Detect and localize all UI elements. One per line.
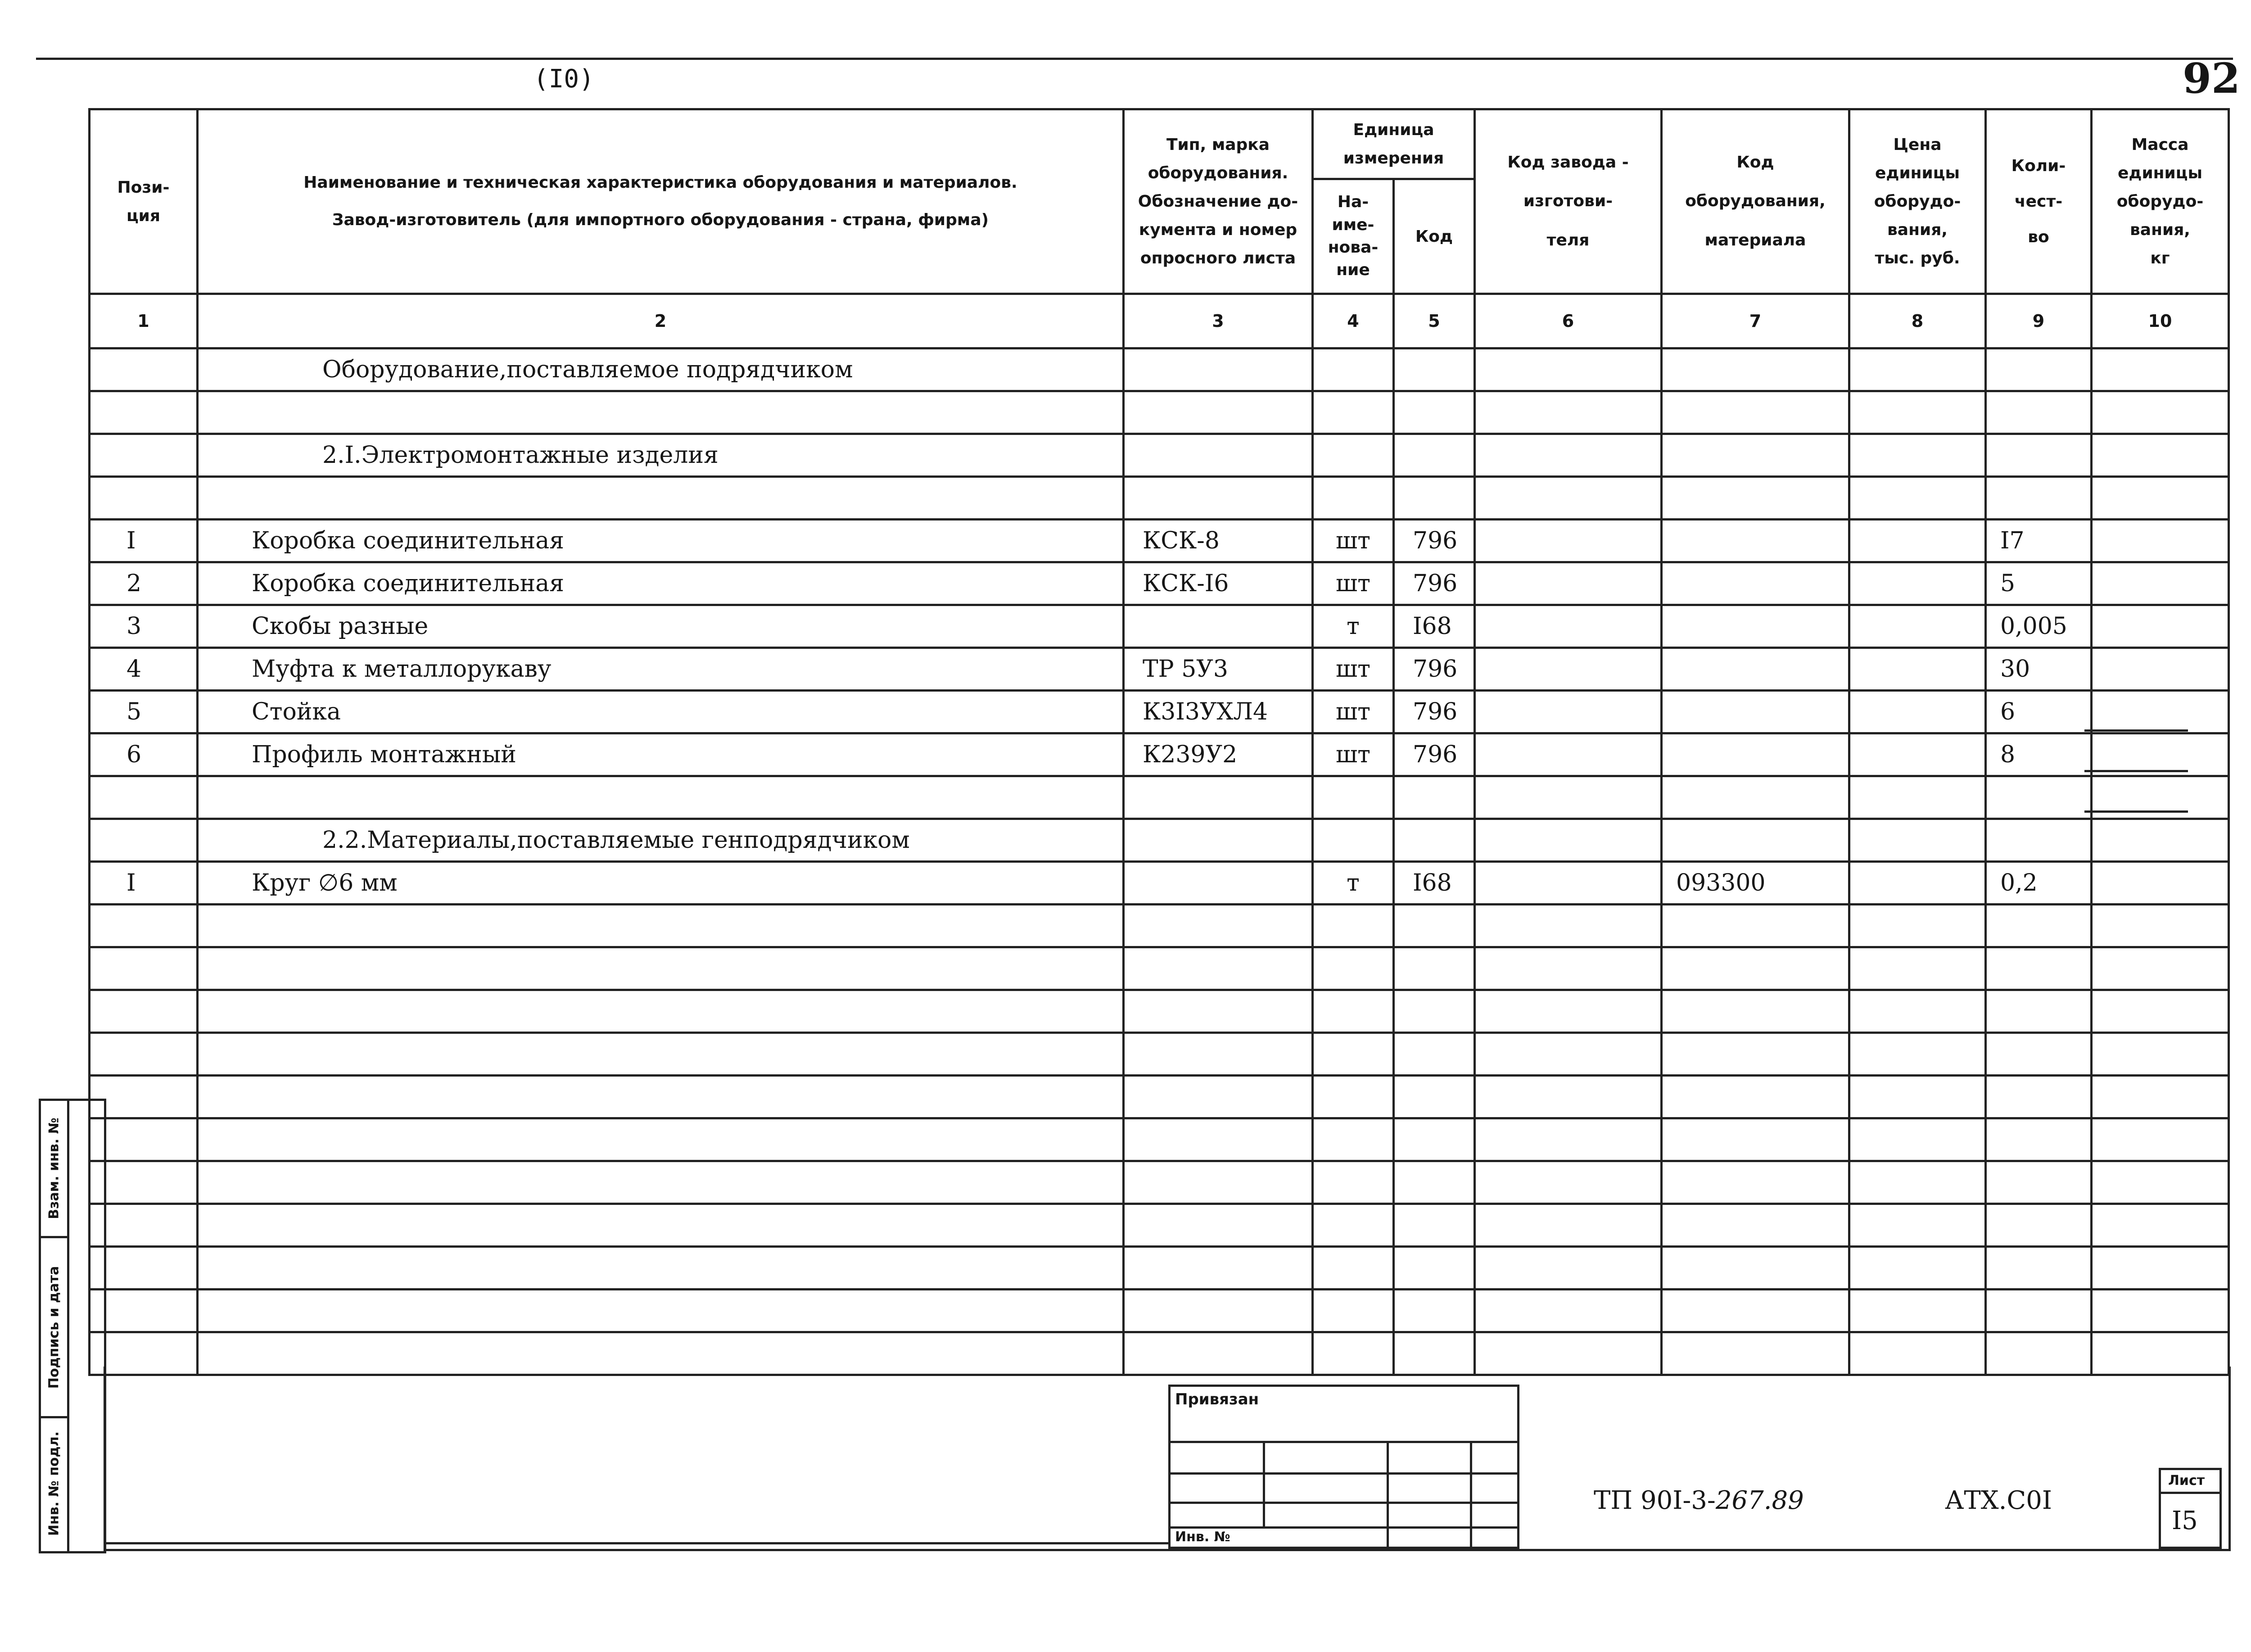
header-name: Наименование и техническая характеристика оборудования и материалов. Завод-изготовитель (для импортного оборудования - страна, фирма) <box>198 109 1124 294</box>
unit-cell <box>1313 1076 1394 1118</box>
quantity-cell <box>1986 819 2092 862</box>
header-quantity: Коли- чест- во <box>1986 109 2092 294</box>
type-cell <box>1124 605 1313 648</box>
price-cell <box>1849 562 1986 605</box>
name-cell: Круг ∅6 мм <box>198 862 1124 905</box>
plant-code-cell <box>1475 1247 1662 1290</box>
name-cell <box>198 391 1124 434</box>
header-unit-code: Код <box>1394 179 1475 294</box>
section-heading: 2.2.Материалы,поставляемые генподрядчиком <box>198 819 1124 862</box>
mass-cell <box>2092 391 2229 434</box>
name-cell: Коробка соединительная <box>198 520 1124 562</box>
quantity-cell <box>1986 1290 2092 1332</box>
equipment-code-cell <box>1662 1247 1849 1290</box>
quantity-cell <box>1986 1118 2092 1161</box>
column-number: 4 <box>1313 294 1394 349</box>
section-row <box>90 349 2229 391</box>
unit-cell <box>1313 1204 1394 1247</box>
unit-cell <box>1313 1290 1394 1332</box>
empty-row <box>90 1161 2229 1204</box>
empty-row <box>90 1247 2229 1290</box>
table-row <box>90 562 2229 605</box>
plant-code-cell <box>1475 862 1662 905</box>
unit-cell: т <box>1313 862 1394 905</box>
name-cell <box>198 477 1124 520</box>
bind-divider <box>1470 1441 1472 1547</box>
quantity-cell: 6 <box>1986 691 2092 733</box>
unit-code-cell <box>1394 905 1475 947</box>
sheet-box <box>2159 1468 2222 1549</box>
side-label-original-inv: Инв. № подл. <box>46 1431 62 1536</box>
unit-code-cell <box>1394 349 1475 391</box>
side-cell-replace-inv <box>41 1101 67 1238</box>
position-cell <box>90 434 198 477</box>
plant-code-cell <box>1475 819 1662 862</box>
type-cell <box>1124 1204 1313 1247</box>
unit-code-cell <box>1394 1076 1475 1118</box>
quantity-cell <box>1986 434 2092 477</box>
table-row <box>90 862 2229 905</box>
equipment-code-cell <box>1662 434 1849 477</box>
empty-row <box>90 905 2229 947</box>
position-cell: 5 <box>90 691 198 733</box>
name-cell <box>198 1076 1124 1118</box>
equipment-code-cell <box>1662 648 1849 691</box>
position-cell: 6 <box>90 733 198 776</box>
type-cell <box>1124 434 1313 477</box>
type-cell <box>1124 1118 1313 1161</box>
quantity-cell: 0,005 <box>1986 605 2092 648</box>
type-cell: КСК-8 <box>1124 520 1313 562</box>
equipment-code-cell <box>1662 520 1849 562</box>
column-number: 2 <box>198 294 1124 349</box>
column-number: 7 <box>1662 294 1849 349</box>
specification-table <box>88 108 2230 1376</box>
bind-divider <box>1171 1502 1517 1504</box>
mass-cell <box>2092 349 2229 391</box>
header-type: Тип, марка оборудования. Обозначение до- кумента и номер опросного листа <box>1124 109 1313 294</box>
equipment-code-cell <box>1662 391 1849 434</box>
price-cell <box>1849 905 1986 947</box>
quantity-cell: 0,2 <box>1986 862 2092 905</box>
name-cell: Скобы разные <box>198 605 1124 648</box>
quantity-cell <box>1986 990 2092 1033</box>
quantity-cell: 8 <box>1986 733 2092 776</box>
unit-code-cell: I68 <box>1394 605 1475 648</box>
price-cell <box>1849 947 1986 990</box>
table-row <box>90 691 2229 733</box>
bind-divider <box>1171 1441 1517 1443</box>
equipment-code-cell <box>1662 1161 1849 1204</box>
page-marker: (I0) <box>533 64 594 94</box>
type-cell: К3I3УХЛ4 <box>1124 691 1313 733</box>
equipment-code-cell <box>1662 349 1849 391</box>
unit-code-cell <box>1394 434 1475 477</box>
type-cell <box>1124 477 1313 520</box>
price-cell <box>1849 990 1986 1033</box>
plant-code-cell <box>1475 1290 1662 1332</box>
type-cell <box>1124 947 1313 990</box>
plant-code-cell <box>1475 562 1662 605</box>
unit-cell <box>1313 905 1394 947</box>
price-cell <box>1849 605 1986 648</box>
unit-code-cell: 796 <box>1394 648 1475 691</box>
document-code: АТХ.С0I <box>1945 1486 2052 1515</box>
unit-code-cell <box>1394 1247 1475 1290</box>
type-cell <box>1124 391 1313 434</box>
equipment-code-cell <box>1662 691 1849 733</box>
section-heading: Оборудование,поставляемое подрядчиком <box>198 349 1124 391</box>
unit-code-cell: 796 <box>1394 691 1475 733</box>
equipment-code-cell <box>1662 733 1849 776</box>
position-cell: I <box>90 520 198 562</box>
quantity-cell <box>1986 905 2092 947</box>
margin-mark <box>2084 810 2188 813</box>
section-heading: 2.I.Электромонтажные изделия <box>198 434 1124 477</box>
header-unit-group: Единица измерения <box>1313 109 1475 179</box>
equipment-code-cell <box>1662 1118 1849 1161</box>
unit-cell <box>1313 477 1394 520</box>
unit-cell <box>1313 1247 1394 1290</box>
mass-cell <box>2092 1118 2229 1161</box>
mass-cell <box>2092 1204 2229 1247</box>
position-cell: I <box>90 862 198 905</box>
plant-code-cell <box>1475 349 1662 391</box>
unit-code-cell <box>1394 947 1475 990</box>
mass-cell <box>2092 605 2229 648</box>
header-unit-name: На- име- нова- ние <box>1313 179 1394 294</box>
column-number: 8 <box>1849 294 1986 349</box>
equipment-code-cell: 093300 <box>1662 862 1849 905</box>
mass-cell <box>2092 1247 2229 1290</box>
unit-code-cell <box>1394 477 1475 520</box>
unit-code-cell: I68 <box>1394 862 1475 905</box>
equipment-code-cell <box>1662 1076 1849 1118</box>
price-cell <box>1849 1076 1986 1118</box>
inv-label: Инв. № <box>1175 1529 1230 1545</box>
name-cell <box>198 1118 1124 1161</box>
header-mass: Масса единицы оборудо- вания, кг <box>2092 109 2229 294</box>
equipment-code-cell <box>1662 990 1849 1033</box>
name-cell <box>198 1033 1124 1076</box>
type-cell <box>1124 862 1313 905</box>
side-cell-original-inv <box>41 1418 67 1549</box>
plant-code-cell <box>1475 391 1662 434</box>
quantity-cell <box>1986 776 2092 819</box>
unit-code-cell <box>1394 391 1475 434</box>
price-cell <box>1849 648 1986 691</box>
price-cell <box>1849 1247 1986 1290</box>
table-row <box>90 733 2229 776</box>
type-cell: КСК-I6 <box>1124 562 1313 605</box>
mass-cell <box>2092 520 2229 562</box>
unit-cell <box>1313 947 1394 990</box>
price-cell <box>1849 733 1986 776</box>
unit-cell: т <box>1313 605 1394 648</box>
quantity-cell <box>1986 1033 2092 1076</box>
equipment-code-cell <box>1662 562 1849 605</box>
header-price: Цена единицы оборудо- вания, тыс. руб. <box>1849 109 1986 294</box>
name-cell: Муфта к металлорукаву <box>198 648 1124 691</box>
type-cell <box>1124 776 1313 819</box>
position-cell <box>90 947 198 990</box>
quantity-cell <box>1986 477 2092 520</box>
name-cell: Профиль монтажный <box>198 733 1124 776</box>
position-cell <box>90 990 198 1033</box>
unit-cell: шт <box>1313 520 1394 562</box>
price-cell <box>1849 349 1986 391</box>
bottom-frame-line <box>104 1542 1171 1544</box>
doc-number-printed: ТП 90I-3- <box>1594 1486 1716 1515</box>
unit-cell <box>1313 1161 1394 1204</box>
handwritten-sheet-number: 92 <box>2183 54 2241 103</box>
section-row <box>90 819 2229 862</box>
equipment-code-cell <box>1662 1033 1849 1076</box>
mass-cell <box>2092 905 2229 947</box>
name-cell <box>198 905 1124 947</box>
column-number: 6 <box>1475 294 1662 349</box>
plant-code-cell <box>1475 1033 1662 1076</box>
unit-cell: шт <box>1313 733 1394 776</box>
bind-divider <box>1387 1441 1389 1547</box>
header-equipment-code: Код оборудования, материала <box>1662 109 1849 294</box>
price-cell <box>1849 691 1986 733</box>
plant-code-cell <box>1475 1118 1662 1161</box>
price-cell <box>1849 1033 1986 1076</box>
type-cell: К239У2 <box>1124 733 1313 776</box>
unit-code-cell <box>1394 776 1475 819</box>
quantity-cell <box>1986 1076 2092 1118</box>
table-row <box>90 605 2229 648</box>
unit-cell <box>1313 349 1394 391</box>
bind-divider <box>1171 1526 1517 1529</box>
plant-code-cell <box>1475 990 1662 1033</box>
unit-cell: шт <box>1313 648 1394 691</box>
plant-code-cell <box>1475 477 1662 520</box>
mass-cell <box>2092 990 2229 1033</box>
header-position: Пози- ция <box>90 109 198 294</box>
quantity-cell <box>1986 1204 2092 1247</box>
plant-code-cell <box>1475 605 1662 648</box>
price-cell <box>1849 1118 1986 1161</box>
name-cell <box>198 1247 1124 1290</box>
empty-row <box>90 776 2229 819</box>
quantity-cell <box>1986 391 2092 434</box>
equipment-code-cell <box>1662 776 1849 819</box>
type-cell: ТР 5У3 <box>1124 648 1313 691</box>
type-cell <box>1124 905 1313 947</box>
side-cell-signature-date <box>41 1238 67 1418</box>
empty-row <box>90 391 2229 434</box>
column-number: 5 <box>1394 294 1475 349</box>
unit-cell <box>1313 434 1394 477</box>
sheet-divider <box>2161 1492 2219 1494</box>
plant-code-cell <box>1475 434 1662 477</box>
empty-row <box>90 477 2229 520</box>
name-cell <box>198 947 1124 990</box>
unit-cell: шт <box>1313 691 1394 733</box>
unit-code-cell: 796 <box>1394 520 1475 562</box>
sheet-value: I5 <box>2172 1506 2198 1535</box>
unit-cell: шт <box>1313 562 1394 605</box>
margin-mark <box>2084 729 2188 732</box>
position-cell: 2 <box>90 562 198 605</box>
position-cell <box>90 776 198 819</box>
quantity-cell: I7 <box>1986 520 2092 562</box>
plant-code-cell <box>1475 947 1662 990</box>
equipment-code-cell <box>1662 1204 1849 1247</box>
unit-code-cell: 796 <box>1394 562 1475 605</box>
empty-row <box>90 1076 2229 1118</box>
plant-code-cell <box>1475 733 1662 776</box>
bind-label: Привязан <box>1175 1390 1259 1408</box>
position-cell <box>90 349 198 391</box>
plant-code-cell <box>1475 1076 1662 1118</box>
position-cell <box>90 819 198 862</box>
unit-code-cell <box>1394 1204 1475 1247</box>
unit-cell <box>1313 1033 1394 1076</box>
plant-code-cell <box>1475 1204 1662 1247</box>
unit-code-cell <box>1394 819 1475 862</box>
price-cell <box>1849 819 1986 862</box>
price-cell <box>1849 1290 1986 1332</box>
quantity-cell <box>1986 1247 2092 1290</box>
plant-code-cell <box>1475 905 1662 947</box>
position-cell: 4 <box>90 648 198 691</box>
unit-cell <box>1313 776 1394 819</box>
unit-code-cell <box>1394 1161 1475 1204</box>
empty-row <box>90 1118 2229 1161</box>
price-cell <box>1849 776 1986 819</box>
bind-divider <box>1263 1441 1265 1529</box>
quantity-cell <box>1986 1161 2092 1204</box>
plant-code-cell <box>1475 691 1662 733</box>
position-cell <box>90 1033 198 1076</box>
document-number <box>1594 1486 1804 1515</box>
quantity-cell <box>1986 349 2092 391</box>
mass-cell <box>2092 947 2229 990</box>
price-cell <box>1849 862 1986 905</box>
empty-row <box>90 947 2229 990</box>
position-cell <box>90 477 198 520</box>
top-rule <box>36 58 2233 60</box>
mass-cell <box>2092 862 2229 905</box>
plant-code-cell <box>1475 776 1662 819</box>
equipment-code-cell <box>1662 1290 1849 1332</box>
empty-row <box>90 1204 2229 1247</box>
name-cell <box>198 1290 1124 1332</box>
margin-marks <box>2084 720 2188 864</box>
quantity-cell: 30 <box>1986 648 2092 691</box>
name-cell: Коробка соединительная <box>198 562 1124 605</box>
margin-mark <box>2084 770 2188 772</box>
sheet-label: Лист <box>2168 1473 2205 1489</box>
type-cell <box>1124 1247 1313 1290</box>
type-cell <box>1124 819 1313 862</box>
unit-cell <box>1313 819 1394 862</box>
binding-stamp <box>1168 1385 1519 1549</box>
unit-code-cell <box>1394 1033 1475 1076</box>
table-row <box>90 648 2229 691</box>
quantity-cell: 5 <box>1986 562 2092 605</box>
unit-code-cell: 796 <box>1394 733 1475 776</box>
mass-cell <box>2092 1076 2229 1118</box>
doc-number-handwritten: 267.89 <box>1715 1486 1804 1515</box>
mass-cell <box>2092 1033 2229 1076</box>
mass-cell <box>2092 434 2229 477</box>
mass-cell <box>2092 1290 2229 1332</box>
type-cell <box>1124 1290 1313 1332</box>
position-cell: 3 <box>90 605 198 648</box>
mass-cell <box>2092 648 2229 691</box>
mass-cell <box>2092 562 2229 605</box>
mass-cell <box>2092 477 2229 520</box>
price-cell <box>1849 434 1986 477</box>
equipment-code-cell <box>1662 819 1849 862</box>
name-cell <box>198 1161 1124 1204</box>
unit-code-cell <box>1394 1118 1475 1161</box>
column-number: 10 <box>2092 294 2229 349</box>
equipment-code-cell <box>1662 477 1849 520</box>
position-cell <box>90 391 198 434</box>
table-row <box>90 520 2229 562</box>
empty-row <box>90 1290 2229 1332</box>
price-cell <box>1849 391 1986 434</box>
price-cell <box>1849 477 1986 520</box>
unit-cell <box>1313 1118 1394 1161</box>
side-label-replace-inv: Взам. инв. № <box>46 1118 62 1219</box>
name-cell <box>198 990 1124 1033</box>
side-stamp <box>39 1099 106 1553</box>
type-cell <box>1124 349 1313 391</box>
price-cell <box>1849 1161 1986 1204</box>
position-cell <box>90 905 198 947</box>
name-cell <box>198 776 1124 819</box>
price-cell <box>1849 1204 1986 1247</box>
unit-cell <box>1313 990 1394 1033</box>
equipment-code-cell <box>1662 905 1849 947</box>
mass-cell <box>2092 1161 2229 1204</box>
equipment-code-cell <box>1662 605 1849 648</box>
type-cell <box>1124 990 1313 1033</box>
name-cell: Стойка <box>198 691 1124 733</box>
type-cell <box>1124 1161 1313 1204</box>
side-label-signature-date: Подпись и дата <box>46 1266 62 1389</box>
name-cell <box>198 1204 1124 1247</box>
title-block-frame <box>104 1367 2231 1551</box>
price-cell <box>1849 520 1986 562</box>
section-row <box>90 434 2229 477</box>
column-number: 9 <box>1986 294 2092 349</box>
plant-code-cell <box>1475 520 1662 562</box>
unit-code-cell <box>1394 1290 1475 1332</box>
type-cell <box>1124 1033 1313 1076</box>
column-number: 1 <box>90 294 198 349</box>
unit-cell <box>1313 391 1394 434</box>
type-cell <box>1124 1076 1313 1118</box>
equipment-code-cell <box>1662 947 1849 990</box>
unit-code-cell <box>1394 990 1475 1033</box>
empty-row <box>90 1033 2229 1076</box>
column-number: 3 <box>1124 294 1313 349</box>
plant-code-cell <box>1475 648 1662 691</box>
quantity-cell <box>1986 947 2092 990</box>
header-plant-code: Код завода - изготови- теля <box>1475 109 1662 294</box>
plant-code-cell <box>1475 1161 1662 1204</box>
bind-divider <box>1171 1472 1517 1475</box>
empty-row <box>90 990 2229 1033</box>
